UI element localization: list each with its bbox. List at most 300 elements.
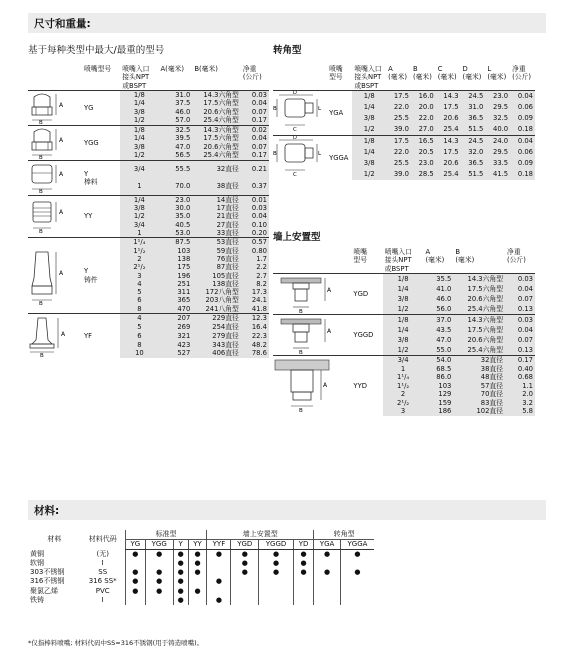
nozzle-sketch-hex	[28, 91, 82, 125]
svg-text:B: B	[273, 105, 277, 112]
value-cell: 423	[159, 340, 193, 349]
materials-table	[28, 530, 374, 605]
availability-mark	[231, 587, 259, 596]
materials-section-band	[28, 500, 546, 520]
value-cell: 0.04	[510, 90, 535, 102]
value-cell: 1/8	[383, 314, 424, 325]
model-cell: YGGD	[351, 314, 382, 355]
value-cell: 40.0	[485, 124, 510, 136]
value-cell: 2.7	[241, 272, 269, 280]
column-header-5: D (毫米)	[461, 65, 486, 90]
value-cell: 30.0	[159, 204, 193, 212]
availability-mark	[340, 559, 374, 568]
value-cell: 1/2	[120, 151, 158, 160]
value-cell: 10	[120, 349, 158, 358]
value-cell: 0.20	[241, 229, 269, 238]
value-cell: 2¹/₂	[383, 399, 424, 408]
table-row	[28, 195, 269, 204]
value-cell: 43.5	[423, 325, 453, 335]
column-header-4: 净重 (公斤)	[241, 65, 269, 90]
availability-mark: ●	[231, 550, 259, 560]
svg-text:B: B	[39, 188, 43, 195]
value-cell: 321	[159, 332, 193, 341]
value-cell: 23.0	[159, 195, 193, 204]
value-cell: 59直径	[192, 247, 241, 255]
value-cell: 1/2	[352, 169, 386, 180]
svg-text:L: L	[318, 150, 322, 157]
material-code: SS	[98, 568, 108, 577]
svg-text:A: A	[61, 331, 66, 339]
availability-mark	[294, 596, 314, 605]
sketch-cell	[273, 355, 351, 416]
value-cell: 20.6六角型	[453, 294, 505, 304]
nozzle-sketch-angle	[273, 136, 327, 180]
value-cell: 29.5	[485, 147, 510, 158]
value-cell: 5.8	[505, 407, 535, 416]
value-cell: 17.5六角型	[192, 99, 241, 107]
value-cell: 35.0	[159, 212, 193, 220]
value-cell: 17.5六角型	[453, 284, 505, 294]
value-cell: 24.1	[241, 296, 269, 304]
value-cell: 16.0	[411, 90, 436, 102]
value-cell: 3/4	[383, 355, 424, 364]
availability-mark: ●	[173, 596, 188, 605]
value-cell: 17.5	[436, 102, 461, 113]
value-cell: 1/2	[120, 116, 158, 125]
material-name: 铁铸	[30, 595, 44, 604]
value-cell: 0.09	[510, 113, 535, 124]
value-cell: 47.0	[423, 335, 453, 345]
value-cell: 3/4	[120, 160, 158, 178]
material-name: 316不锈钢	[30, 577, 65, 586]
material-row	[28, 559, 374, 568]
value-cell: 20.0	[411, 102, 436, 113]
value-cell: 41.8	[241, 305, 269, 314]
availability-mark: ●	[145, 587, 173, 596]
model-header-y: Y	[173, 540, 188, 550]
value-cell: 51.5	[461, 169, 486, 180]
value-cell: 76直径	[192, 255, 241, 263]
value-cell: 22.0	[386, 147, 411, 158]
material-name: 聚氯乙烯	[30, 586, 58, 595]
svg-text:D: D	[293, 90, 297, 96]
svg-text:A: A	[59, 269, 64, 277]
value-cell: 5	[120, 288, 158, 296]
value-cell: 527	[159, 349, 193, 358]
value-cell: 196	[159, 272, 193, 280]
value-cell: 32直径	[453, 355, 505, 364]
table-row	[273, 90, 535, 102]
column-header-4: C (毫米)	[436, 65, 461, 90]
value-cell: 25.5	[386, 113, 411, 124]
svg-text:B: B	[273, 150, 277, 157]
value-cell: 25.4六角型	[453, 304, 505, 315]
value-cell: 138	[159, 255, 193, 263]
value-cell: 32直径	[192, 160, 241, 178]
value-cell: 14.3六角型	[192, 125, 241, 134]
availability-mark: ●	[314, 568, 341, 577]
sketch-cell	[28, 238, 82, 314]
availability-mark: ●	[145, 577, 173, 586]
svg-text:D: D	[293, 135, 297, 141]
svg-text:A: A	[327, 286, 332, 294]
value-cell: 0.80	[241, 247, 269, 255]
value-cell: 3/8	[120, 108, 158, 116]
value-cell: 2.2	[241, 263, 269, 271]
value-cell: 3/8	[120, 204, 158, 212]
value-cell: 0.04	[241, 99, 269, 107]
value-cell: 53.0	[159, 229, 193, 238]
value-cell: 1	[120, 229, 158, 238]
value-cell: 1	[120, 178, 158, 196]
value-cell: 37.5	[159, 99, 193, 107]
availability-mark	[294, 587, 314, 596]
material-code: PVC	[95, 586, 110, 595]
value-cell: 1/2	[120, 212, 158, 220]
value-cell: 25.4六角型	[192, 151, 241, 160]
value-cell: 87.5	[159, 238, 193, 247]
availability-mark	[207, 559, 231, 568]
left-table-title: 基于每种类型中最大/最重的型号	[28, 45, 165, 56]
model-cell: Y 铸件	[82, 238, 120, 314]
value-cell: 17.5	[386, 90, 411, 102]
value-cell: 1.7	[241, 255, 269, 263]
availability-mark: ●	[340, 568, 374, 577]
value-cell: 2	[120, 255, 158, 263]
value-cell: 27直径	[192, 221, 241, 229]
value-cell: 1/4	[120, 99, 158, 107]
value-cell: 39.0	[386, 124, 411, 136]
value-cell: 1/4	[383, 284, 424, 294]
value-cell: 279直径	[192, 332, 241, 341]
value-cell: 3/4	[120, 221, 158, 229]
header-sketch-cell	[273, 65, 327, 90]
material-row	[28, 550, 374, 560]
availability-mark	[314, 559, 341, 568]
material-group-0: 标准型	[125, 530, 207, 540]
value-cell: 186	[423, 407, 453, 416]
value-cell: 0.07	[241, 143, 269, 151]
value-cell: 406直径	[192, 349, 241, 358]
svg-text:A: A	[59, 208, 64, 216]
column-header-2: A (毫米)	[423, 248, 453, 273]
value-cell: 0.17	[241, 151, 269, 160]
value-cell: 22.3	[241, 332, 269, 341]
availability-mark	[314, 577, 341, 586]
value-cell: 29.5	[485, 102, 510, 113]
value-cell: 20.6六角型	[453, 335, 505, 345]
column-header-1: 喷嘴入口 接头NPT 或BSPT	[383, 248, 424, 273]
svg-text:B: B	[39, 119, 43, 125]
value-cell: 17.5六角型	[192, 134, 241, 142]
value-cell: 8.2	[241, 280, 269, 288]
value-cell: 24.0	[485, 135, 510, 147]
value-cell: 12.3	[241, 314, 269, 323]
value-cell: 251	[159, 280, 193, 288]
value-cell: 0.40	[505, 364, 535, 373]
svg-text:B: B	[39, 300, 43, 307]
value-cell: 0.68	[505, 373, 535, 382]
value-cell: 0.03	[241, 204, 269, 212]
material-group-2: 转角型	[314, 530, 374, 540]
value-cell: 1¹/₄	[383, 373, 424, 382]
sketch-cell	[28, 195, 82, 237]
value-cell: 24.5	[461, 90, 486, 102]
table-header-row	[28, 65, 269, 90]
value-cell: 25.5	[386, 158, 411, 169]
table-row	[273, 314, 535, 325]
column-header-6: L (毫米)	[485, 65, 510, 90]
value-cell: 3/8	[383, 294, 424, 304]
value-cell: 36.5	[461, 113, 486, 124]
availability-mark: ●	[207, 596, 231, 605]
value-cell: 0.17	[505, 355, 535, 364]
value-cell: 20.6	[436, 158, 461, 169]
column-header-7: 净重 (公斤)	[510, 65, 535, 90]
nozzle-sketch-yf	[28, 314, 82, 358]
value-cell: 38直径	[192, 178, 241, 196]
availability-mark	[207, 587, 231, 596]
value-cell: 48.2	[241, 340, 269, 349]
value-cell: 1/4	[352, 102, 386, 113]
value-cell: 17.3	[241, 288, 269, 296]
value-cell: 23.0	[485, 90, 510, 102]
table-header-row	[273, 65, 535, 90]
angle-dimension-table	[273, 65, 535, 180]
value-cell: 3/8	[352, 113, 386, 124]
column-header-0: 喷嘴 型号	[327, 65, 352, 90]
model-cell: YGG	[82, 125, 120, 160]
sketch-cell	[273, 135, 327, 180]
table-row	[273, 135, 535, 147]
value-cell: 46.0	[423, 294, 453, 304]
value-cell: 27.0	[411, 124, 436, 136]
value-cell: 17.5	[386, 135, 411, 147]
value-cell: 32.5	[159, 125, 193, 134]
model-cell: Y 棒料	[82, 160, 120, 195]
model-header-yy: YY	[188, 540, 207, 550]
value-cell: 343直径	[192, 340, 241, 349]
value-cell: 46.0	[159, 108, 193, 116]
material-code: I	[101, 559, 104, 568]
availability-mark: ●	[125, 577, 145, 586]
value-cell: 254直径	[192, 323, 241, 332]
column-header-3: B (毫米)	[411, 65, 436, 90]
material-row	[28, 587, 374, 596]
svg-text:A: A	[59, 170, 64, 178]
materials-footnote: *仅指棒料喷嘴; 材料代码中SS=316不锈钢(用于铸造喷嘴)。	[28, 639, 204, 647]
svg-text:B: B	[39, 228, 43, 235]
availability-mark: ●	[259, 550, 294, 560]
material-row	[28, 577, 374, 586]
materials-group-row	[28, 530, 374, 540]
value-cell: 41.0	[423, 284, 453, 294]
value-cell: 25.4	[436, 124, 461, 136]
nozzle-sketch-wall2	[273, 315, 351, 355]
availability-mark: ●	[207, 550, 231, 560]
sketch-cell	[28, 314, 82, 359]
svg-text:B: B	[299, 407, 303, 414]
value-cell: 1¹/₂	[383, 382, 424, 391]
value-cell: 56.5	[159, 151, 193, 160]
value-cell: 24.5	[461, 135, 486, 147]
availability-mark	[294, 577, 314, 586]
sketch-cell	[273, 314, 351, 355]
material-name: 黄铜	[30, 549, 44, 558]
value-cell: 0.13	[505, 345, 535, 356]
value-cell: 175	[159, 263, 193, 271]
value-cell: 0.07	[505, 294, 535, 304]
value-cell: 0.04	[241, 212, 269, 220]
value-cell: 2	[383, 390, 424, 399]
value-cell: 20.6六角型	[192, 108, 241, 116]
availability-mark: ●	[259, 568, 294, 577]
angle-type-title: 转角型	[273, 45, 302, 56]
table-row	[28, 314, 269, 323]
value-cell: 0.04	[505, 325, 535, 335]
value-cell: 16.5	[411, 135, 436, 147]
value-cell: 159	[423, 399, 453, 408]
value-cell: 269	[159, 323, 193, 332]
value-cell: 105直径	[192, 272, 241, 280]
material-code: I	[101, 595, 104, 604]
material-group-1: 墙上安置型	[207, 530, 314, 540]
value-cell: 0.57	[241, 238, 269, 247]
svg-text:B: B	[39, 154, 43, 160]
availability-mark	[340, 587, 374, 596]
nozzle-sketch-yy	[28, 198, 82, 236]
value-cell: 0.06	[510, 102, 535, 113]
value-cell: 14.3	[436, 135, 461, 147]
value-cell: 39.0	[386, 169, 411, 180]
value-cell: 20.6六角型	[192, 143, 241, 151]
value-cell: 102直径	[453, 407, 505, 416]
column-header-4: 净重 (公斤)	[505, 248, 535, 273]
value-cell: 0.18	[510, 124, 535, 136]
availability-mark: ●	[314, 550, 341, 560]
value-cell: 3	[120, 272, 158, 280]
value-cell: 68.5	[423, 364, 453, 373]
value-cell: 40.5	[159, 221, 193, 229]
availability-mark: ●	[294, 559, 314, 568]
availability-mark	[231, 596, 259, 605]
value-cell: 3/8	[383, 335, 424, 345]
value-cell: 1¹/₄	[120, 238, 158, 247]
model-cell: YGGA	[327, 135, 352, 180]
nozzle-sketch-angle	[273, 91, 327, 135]
value-cell: 14.3	[436, 90, 461, 102]
value-cell: 0.04	[510, 135, 535, 147]
material-row	[28, 596, 374, 605]
value-cell: 70直径	[453, 390, 505, 399]
value-cell: 14直径	[192, 195, 241, 204]
value-cell: 3/8	[352, 158, 386, 169]
value-cell: 39.5	[159, 134, 193, 142]
availability-mark: ●	[173, 559, 188, 568]
value-cell: 3.2	[505, 399, 535, 408]
value-cell: 17直径	[192, 204, 241, 212]
material-name: 303不锈钢	[30, 568, 65, 577]
availability-mark: ●	[207, 577, 231, 586]
column-header-3: B (毫米)	[453, 248, 505, 273]
material-code: (无)	[96, 549, 109, 558]
value-cell: 47.0	[159, 143, 193, 151]
material-code: 316 SS*	[88, 577, 117, 586]
value-cell: 14.3六角型	[453, 314, 505, 325]
value-cell: 55.0	[423, 345, 453, 356]
availability-mark: ●	[145, 550, 173, 560]
sketch-cell	[273, 273, 351, 314]
value-cell: 1/8	[352, 90, 386, 102]
value-cell: 470	[159, 305, 193, 314]
availability-mark	[188, 577, 207, 586]
value-cell: 25.4六角型	[453, 345, 505, 356]
value-cell: 35.5	[423, 273, 453, 284]
value-cell: 2.0	[505, 390, 535, 399]
value-cell: 0.02	[241, 125, 269, 134]
value-cell: 1/2	[383, 304, 424, 315]
value-cell: 17.5六角型	[453, 325, 505, 335]
svg-text:B: B	[299, 349, 303, 355]
value-cell: 0.04	[241, 134, 269, 142]
sketch-cell	[28, 125, 82, 160]
availability-mark	[314, 587, 341, 596]
value-cell: 14.3六角型	[192, 90, 241, 99]
value-cell: 229直径	[192, 314, 241, 323]
column-header-0: 喷嘴 型号	[351, 248, 382, 273]
nozzle-sketch-wall3	[273, 356, 351, 416]
svg-text:A: A	[59, 136, 64, 144]
availability-mark	[125, 559, 145, 568]
sketch-cell	[273, 90, 327, 135]
value-cell: 8	[120, 305, 158, 314]
value-cell: 1/4	[383, 325, 424, 335]
model-header-ygg: YGG	[145, 540, 173, 550]
availability-mark: ●	[340, 550, 374, 560]
table-row	[273, 355, 535, 364]
model-header-yga: YGA	[314, 540, 341, 550]
availability-mark: ●	[188, 587, 207, 596]
value-cell: 4	[120, 280, 158, 288]
model-cell: YG	[82, 90, 120, 125]
value-cell: 1/8	[352, 135, 386, 147]
value-cell: 31.0	[461, 102, 486, 113]
availability-mark	[314, 596, 341, 605]
model-header-yd: YD	[294, 540, 314, 550]
value-cell: 1/4	[352, 147, 386, 158]
value-cell: 311	[159, 288, 193, 296]
availability-mark	[340, 577, 374, 586]
value-cell: 0.17	[241, 116, 269, 125]
availability-mark: ●	[173, 568, 188, 577]
value-cell: 87直径	[192, 263, 241, 271]
value-cell: 1/8	[383, 273, 424, 284]
model-cell: YY	[82, 195, 120, 237]
availability-mark: ●	[173, 550, 188, 560]
availability-mark	[259, 577, 294, 586]
value-cell: 83直径	[453, 399, 505, 408]
value-cell: 1/4	[120, 195, 158, 204]
availability-mark: ●	[294, 568, 314, 577]
value-cell: 0.18	[510, 169, 535, 180]
value-cell: 0.07	[505, 335, 535, 345]
value-cell: 33.5	[485, 158, 510, 169]
nozzle-sketch-bar	[28, 161, 82, 195]
availability-mark: ●	[125, 568, 145, 577]
value-cell: 57.0	[159, 116, 193, 125]
value-cell: 8	[120, 340, 158, 349]
value-cell: 37.0	[423, 314, 453, 325]
